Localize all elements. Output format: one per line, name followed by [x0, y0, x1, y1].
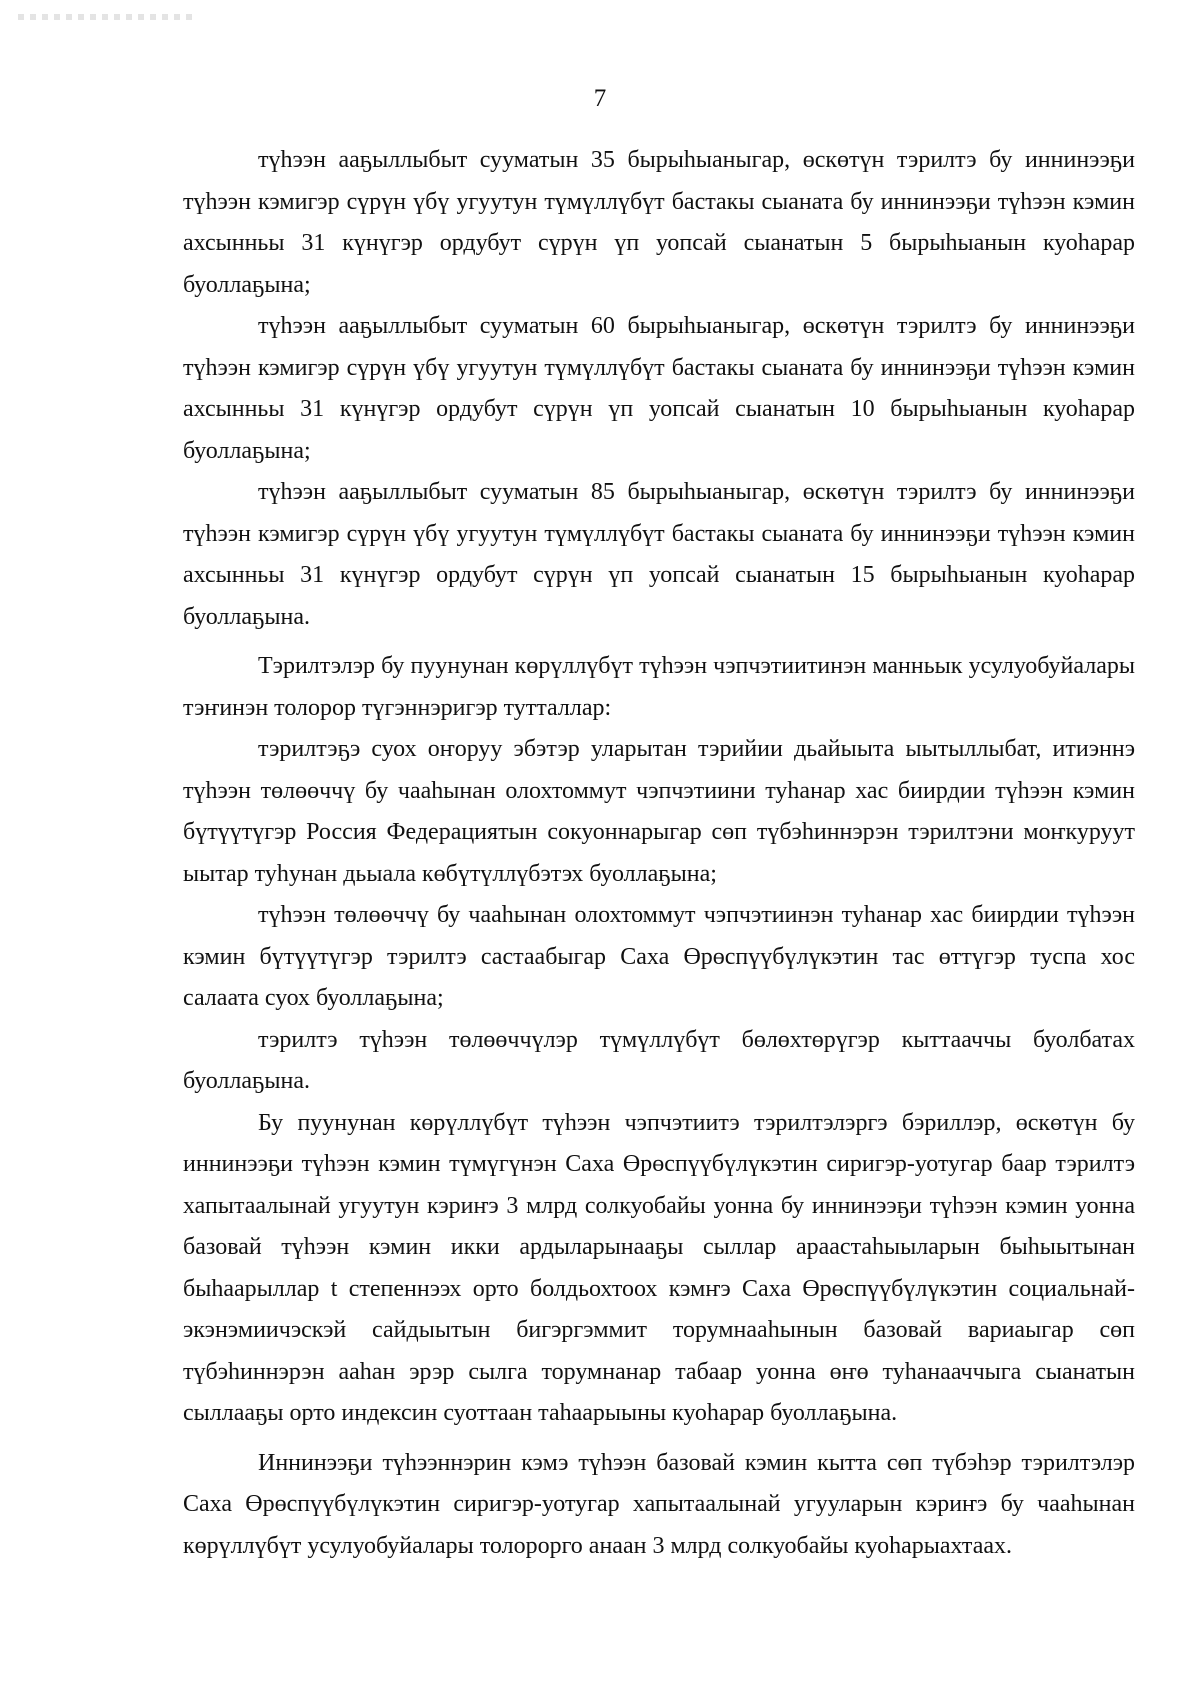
document-body	[183, 140, 1135, 1567]
paragraph-1: түһээн ааҕыллыбыт сууматын 35 бырыһыаныгар, өскөтүн тэрилтэ бу иннинээҕи түһээн кэмигэр сүрүн үбү угуутун түмүллүбүт бастакы сыаната бу иннинээҕи түһээн кэмин ахсынньы 31 күнүгэр ордубут сүрүн үп уопсай сыанатын 5 бырыһыанын куоһарар буоллаҕына;	[183, 147, 1135, 298]
scan-artifact	[18, 14, 198, 20]
paragraph-5: тэрилтэҕэ суох оҥоруу эбэтэр уларытан тэрийии дьайыыта ыытыллыбат, итиэннэ түһээн төлөөччү бу чааһынан олохтоммут чэпчэтиини туһанар хас биирдии түһээн кэмин бүтүүтүгэр Россия Федерациятын сокуоннарыгар сөп түбэһиннэрэн тэрилтэни моҥкуруут ыытар туһунан дьыала көбүтүллүбэтэх буоллаҕына;	[183, 736, 1135, 887]
paragraph-4: Тэрилтэлэр бу пуунунан көрүллүбүт түһээн чэпчэтиитинэн манньык усулуобуйалары тэҥинэн толорор түгэннэригэр тутталлар:	[183, 653, 1135, 721]
page-number: 7	[593, 85, 607, 112]
paragraph-2: түһээн ааҕыллыбыт сууматын 60 бырыһыаныгар, өскөтүн тэрилтэ бу иннинээҕи түһээн кэмигэр сүрүн үбү угуутун түмүллүбүт бастакы сыаната бу иннинээҕи түһээн кэмин ахсынньы 31 күнүгэр ордубут сүрүн үп уопсай сыанатын 10 бырыһыанын куоһарар буоллаҕына;	[183, 313, 1135, 464]
paragraph-7: тэрилтэ түһээн төлөөччүлэр түмүллүбүт бөлөхтөрүгэр кыттааччы буолбатах буоллаҕына.	[183, 1026, 1135, 1094]
paragraph-8: Бу пуунунан көрүллүбүт түһээн чэпчэтиитэ тэрилтэлэргэ бэриллэр, өскөтүн бу иннинээҕи түһээн кэмин түмүгүнэн Саха Өрөспүүбүлүкэтин сиригэр-уотугар баар тэрилтэ хапытаалынай угуутун кэриҥэ 3 млрд солкуобайы уонна бу иннинээҕи түһээн кэмин уонна базовай түһээн кэмин икки ардыларынааҕы сыллар араастаһыыларын быһыытынан быһаарыллар t степеннээх орто болдьохтоох кэмҥэ Саха Өрөспүүбүлүкэтин социальнай-экэнэмиичэскэй сайдыытын бигэргэммит торумнааһынын базовай вариаыгар сөп түбэһиннэрэн ааһан эрэр сылга торумнанар табаар уонна өҥө туһанааччыга сыанатын сыллааҕы орто индексин суоттаан таһаарыыны куоһарар буоллаҕына.	[183, 1109, 1135, 1426]
paragraph-9: Иннинээҕи түһээннэрин кэмэ түһээн базовай кэмин кытта сөп түбэһэр тэрилтэлэр Саха Өрөспүүбүлүкэтин сиригэр-уотугар хапытаалынай угууларын кэриҥэ бу чааһынан көрүллүбүт усулуобуйалары толорорго анаан 3 млрд солкуобайы куоһарыахтаах.	[183, 1449, 1135, 1559]
paragraph-6: түһээн төлөөччү бу чааһынан олохтоммут чэпчэтиинэн туһанар хас биирдии түһээн кэмин бүтүүтүгэр тэрилтэ састаабыгар Саха Өрөспүүбүлүкэтин тас өттүгэр туспа хос салаата суох буоллаҕына;	[183, 902, 1135, 1011]
paragraph-3: түһээн ааҕыллыбыт сууматын 85 бырыһыаныгар, өскөтүн тэрилтэ бу иннинээҕи түһээн кэмигэр сүрүн үбү угуутун түмүллүбүт бастакы сыаната бу иннинээҕи түһээн кэмин ахсынньы 31 күнүгэр ордубут сүрүн үп уопсай сыанатын 15 бырыһыанын куоһарар буоллаҕына.	[183, 479, 1135, 630]
